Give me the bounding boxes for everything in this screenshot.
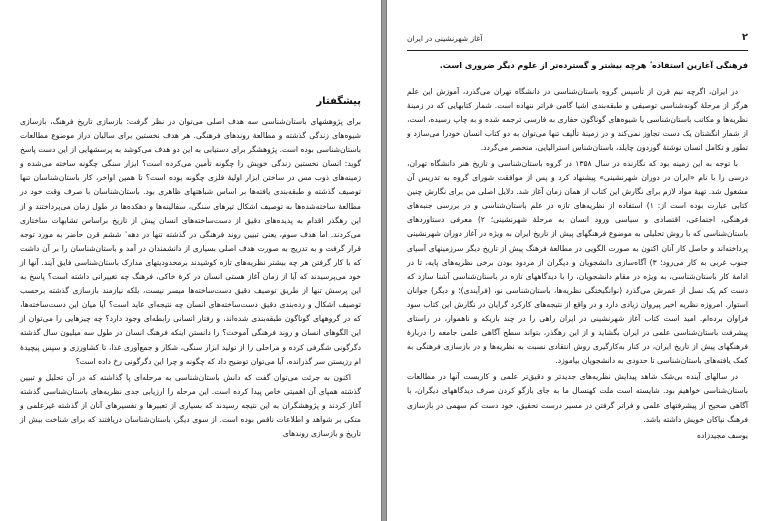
left-page-body [20, 95, 361, 443]
author-signature: یوسف مجیدزاده [696, 430, 748, 440]
paragraph: در سالهای آینده بی‌شک شاهد پیدایش نظریه‌های جدیدتر و دقیق‌تر علمی و کاربست آنها در مطالعات باستان‌شناسی خواهیم بود. شایسته است ملت کهنسال ما به جای بازگو کردن صرف دیدگاههای دیگران، با آگاهی صحیح از پیشرفتهای علمی و فراتر گرفتن در مسیر درست تحقیق، خود دست کم سهمی در بازسازی فرهنگ نیاکان خویش داشته باشد. [407, 372, 748, 424]
right-page [386, 0, 768, 521]
page-header [407, 34, 748, 51]
running-head: آغاز شهرنشینی در ایران [407, 34, 483, 43]
paragraph: در ایران، اگرچه نیم قرن از تأسیس گروه باستان‌شناسی در دانشگاه تهران می‌گذرد، آموزش این علم هرگز از مرحلهٔ گونه‌شناسی توصیفی و طبقه‌بندی اشیا گامی فراتر ننهاده است. شمار کتابهایی که در زمینهٔ نظریه‌ها و مکاتب باستان‌شناسی یا شیوه‌های گوناگون حفاری به فارسی ترجمه شده و به چاپ رسیده، است، از شمار انگشتان یک دست تجاوز نمی‌کند و در زمینهٔ تألیف تنها می‌توان به دو کتاب انسان خودرا می‌سازد و تطور و تکامل انسان نوشتهٔ گوردون چایلد، باستان‌شناس استرالیایی، منحصر می‌گردد. [407, 86, 748, 152]
paragraph: با توجه به این زمینه بود که نگارنده در سال ۱۳۵۸ در گروه باستان‌شناسی و تاریخ هنر دانشگاه تهران، درسی را با نام «ایران در دوران شهرنشینی» پیشنهاد کرد و پس از موافقت شورای گروه به تدریس آن مشغول شد. تهیهٔ مواد لازم برای نگارش این کتاب از همان زمان آغاز شد. دلایل اصلی من برای نگارش چنین کتابی عبارت بوده است از: ۱) استفاده از نظریه‌های تازه در علم باستان‌شناسی و در بررسی جنبه‌های فرهنگی، اجتماعی، اقتصادی و سیاسی ورود انسان به مرحلهٔ شهرنشینی؛ ۲) معرفی دستاوردهای باستان‌شناسی که با روش تحلیلی به موضوع فرهنگهای پیش از تاریخ ایران به ویژه در آغاز دوران شهرنشینی پرداخته‌اند و حاصل کار آنان اکنون به صورت الگویی در مطالعهٔ فرهنگ پیش از تاریخ دیگر سرزمینهای آسیای جنوب غربی به کار می‌رود؛ ۳) آگاه‌سازی دانشجویان و دیگران از مردود بودن برخی نظریه‌های پایه، تا در ادامهٔ کار باستان‌شناسی، به ویژه در مقام دانشجویان، را با دیدگاههای تازه در باستان‌شناسی آشنا سازد که دست کم یک نسل از عمرش می‌گذرد (نوانگیختگی نظریه‌ها، باستان‌شناسی نو، (فرآیندی)؛ و دیگر) جوانان استوار. امروزه نظریه اخیر پیروان زیادی دارد و در واقع از نتیجه‌های کارکرد گرایان در نگارش این کتاب سود فراوان برده‌ام. امید است کتاب آغاز شهرنشینی در ایران راهی را در چند باریکه و ناهموار، در راستای پیشرفت باستان‌شناسی علمی در ایران بگشاید و از این رهگذر، بتواند سطح آگاهی علمی جامعه را دربارهٔ فرهنگهای پیش از تاریخ ایران، در کنار به‌کارگیری روش انتقادی نسبت به نظریه‌ها و در بازسازی فرهنگی به کمک یافته‌های باستان‌شناسی تا حدودی به دانشجویان بیاموزد. [407, 158, 749, 366]
page-number: ۲ [741, 32, 748, 43]
left-page [0, 0, 382, 521]
paragraph: برای پژوهشهای باستان‌شناسی سه هدف اصلی می‌توان در نظر گرفت: بازسازی تاریخ فرهنگ، بازسازی شیوه‌های زندگی گذشته و مطالعهٔ روندهای فرهنگی. هر هدف نخستین برای سالیان دراز موضوع مطالعات باستان‌شناسی بوده است. پژوهشگر برای دستیابی به این دو هدف می‌کوشد به پرسشهایی از این دست پاسخ گوید: انسان نخستین زندگی خویش را چگونه تأمین می‌کرده است؟ ابزار سنگی چگونه ساخته می‌شده و زمینه‌های ذوب مس در ساختن ابزار اولیهٔ فلزی چگونه بوده است؟ تا همین اواخر، کار باستان‌شناسان تنها توصیف گذشته و طبقه‌بندی یافته‌ها بر اساس شباهتهای ظاهری بود. باستان‌شناسان با صرف وقت خود در مطالعهٔ ساخته‌شده‌ها به توصیف اشکال تیرهای سنگی، سفالینه‌ها و دهکده‌ها در طول زمان می‌پرداختند و از این رهگذر اقدام به پدیده‌های دقیق از دست‌ساخته‌های انسان پیش از تاریخ براساس تشابهات ساختاری می‌کردند. اما هدف سوم، یعنی تبیین روند فرهنگی در گذشته تنها در دهه ٔ ششم قرن حاضر به مورد توجه قرار گرفت و به تدریج به صورت هدف اصلی بسیاری از دانشمندان در آمد و باستان‌شناسان را بر آن داشت که با کار گرفتن هر چه بیشتر نظریه‌های تازه کوشیدند برمحدودیتهای مدارک باستان‌شناسی فایق آیند. آنها از خود می‌پرسیدند که آیا از زمان آغاز هستی انسان در کرهٔ خاکی، فرهنگ چه تغییراتی داشته است؟ پاسخ به این پرسش تنها از طریق توصیف دقیق دست‌ساخته‌ها میسر نیست، بلکه نیازمند بازسازی گذشته برحسب توصیف اشکال و رده‌بندی دقیق دست‌ساخته‌های انسان چه نتیجه‌ای عاید است؟ آیا میان این دست‌ساخته‌ها، که در گروههای گوناگون طبقه‌بندی شده‌اند، و رفتار انسانی رابطه‌ای وجود دارد؟ چه چیزهایی را می‌توان از این الگوهای انسان و روند فرهنگی آموخت؟ را دانستن اینکه فرهنگ انسان در طول سه میلیون سال گذشته دگرگونی شگرفی کرده و مراحلی را از تولید ابزار سنگی، شکار و جمع‌آوری غذا، تا کشاورزی و سپس پیچیدهٔ ام رزیستن سر گذرانده، آیا می‌توان توضیح داد که چگونه و چرا این دگرگونی رخ داده است؟ [20, 117, 361, 366]
lead-sentence: فرهنگی آغازین استفاده ٔ هرچه بیشتر و گسترده‌تر از علوم دیگر ضروری است. [439, 60, 748, 70]
section-title: پیشگفتار [316, 96, 361, 107]
right-page-body [407, 58, 748, 445]
paragraph: اکنون به جرئت می‌توان گفت که دانش باستان‌شناسی به مرحله‌ای پا گذاشته که در آن تحلیل و تبیین گذشته همپای آن اهمیتی خاص پیدا کرده است. این مرحله را ارزیابی جدی نظریه‌های باستان‌شناسی گذشته آغاز کردند و پژوهشگران به این نتیجه رسیدند که بسیاری از تعبیرها و تفسیرهای آنان از گذشته غیرعلمی و متکی بر شواهد و اطلاعات ناقص بوده است. از سوی دیگر، باستان‌شناسان دریافتند که برای شناخت بیش از تاریخ و بازسازی روندهای [20, 372, 361, 439]
